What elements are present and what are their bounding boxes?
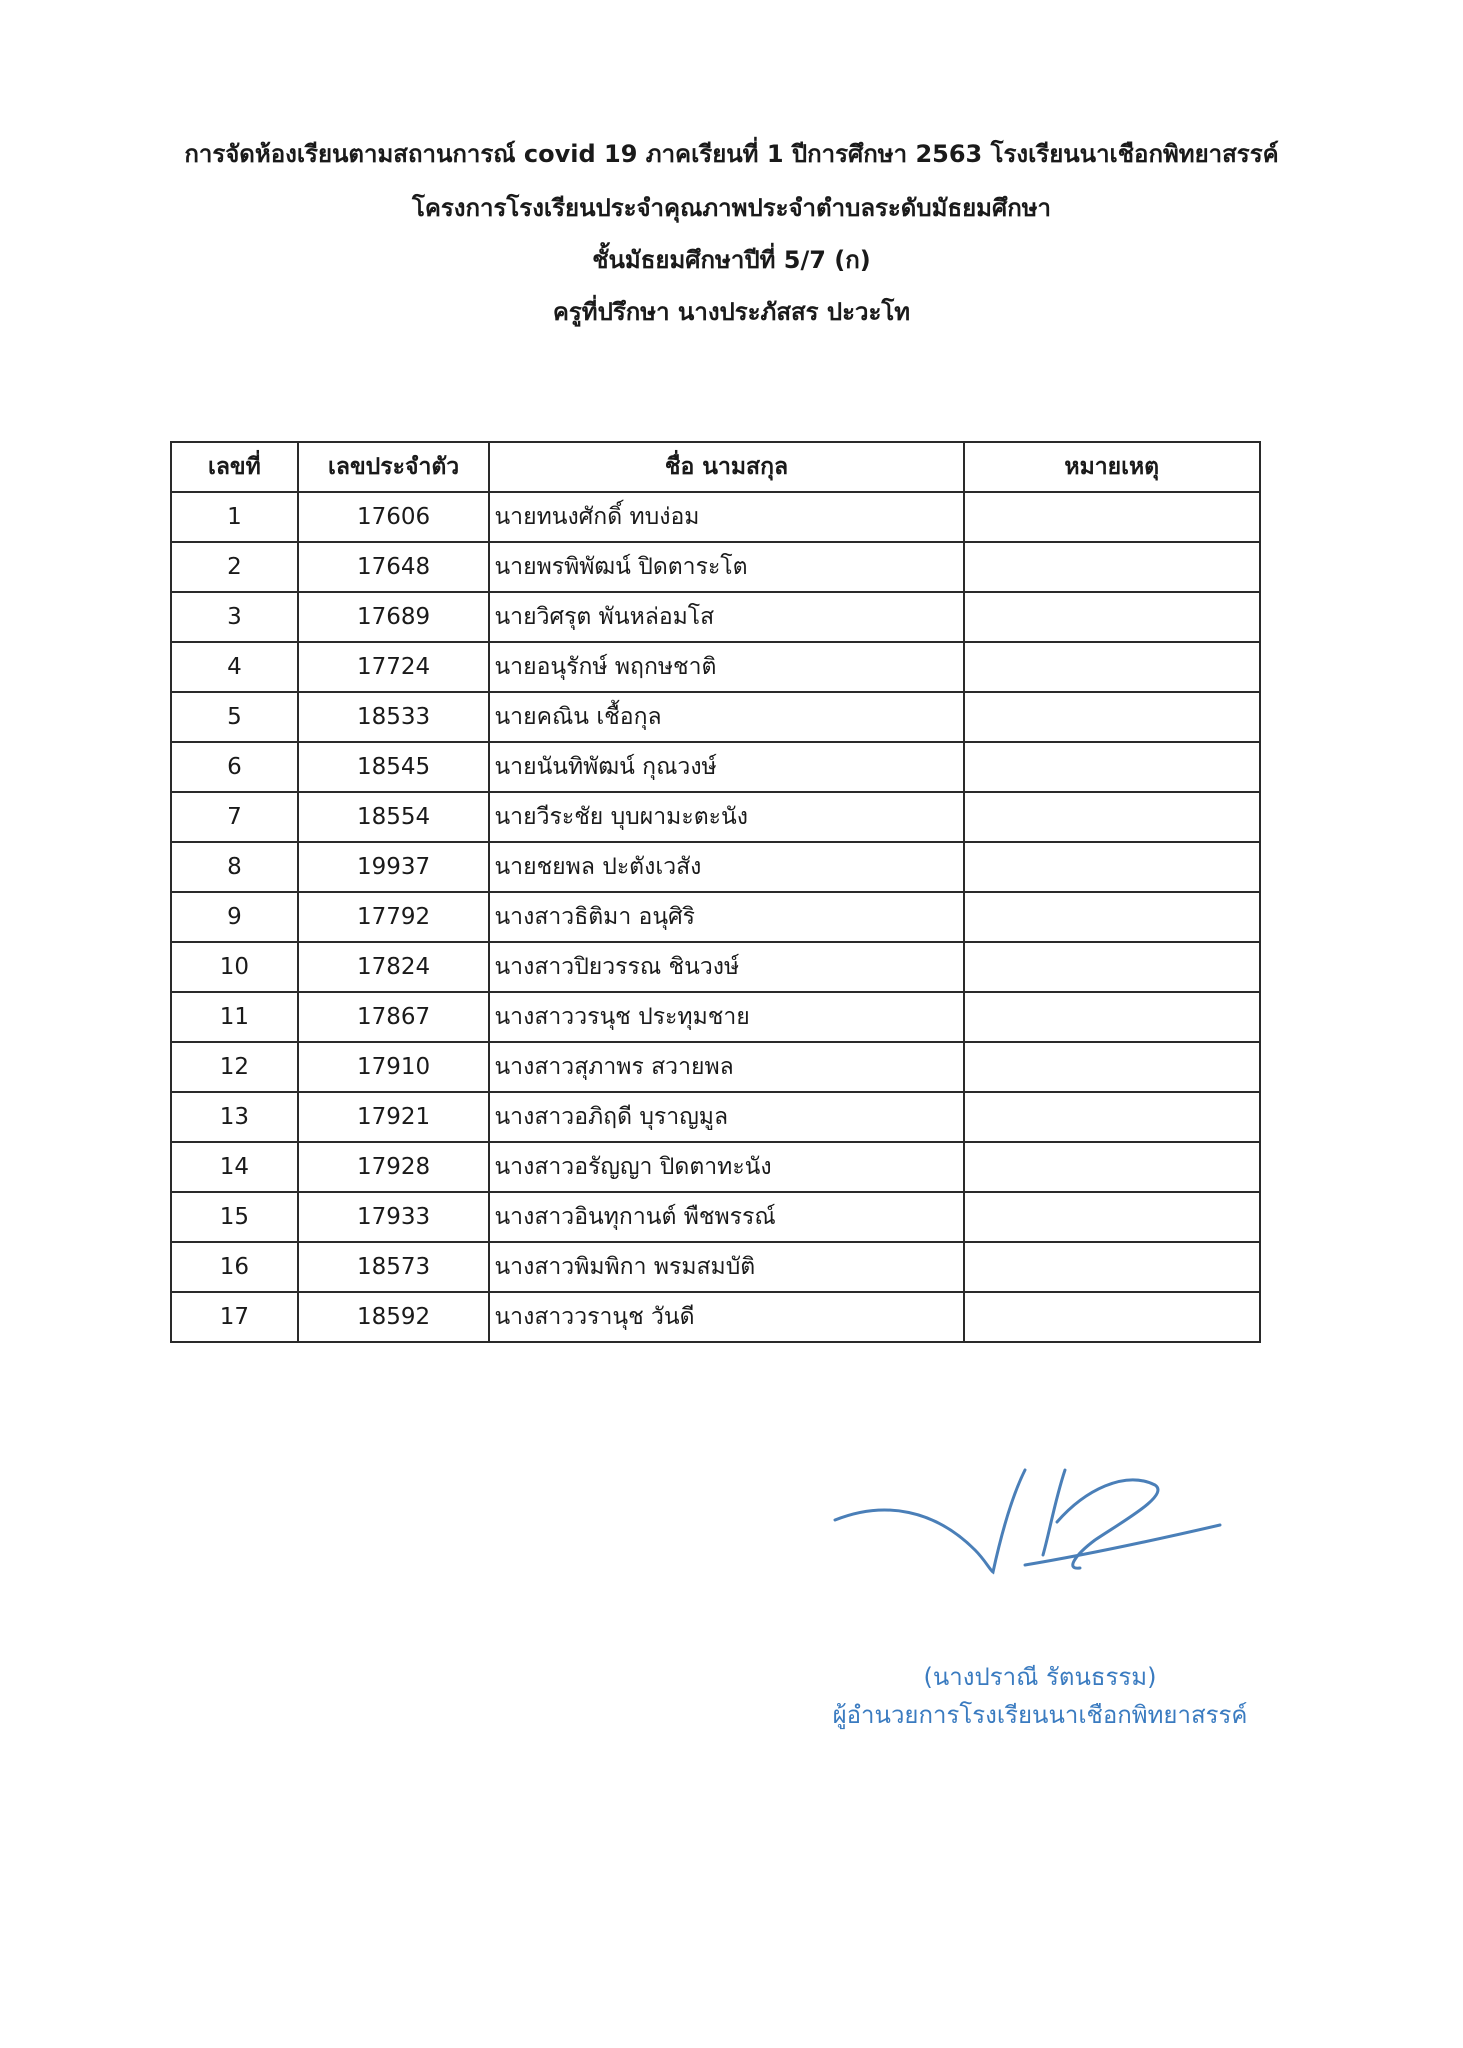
row-number: 15 — [171, 1192, 298, 1242]
student-name: นางสาวอภิฤดี บุราญมูล — [489, 1092, 963, 1142]
row-number: 7 — [171, 792, 298, 842]
student-id: 17933 — [298, 1192, 490, 1242]
note-cell — [964, 542, 1261, 592]
student-id: 17867 — [298, 992, 490, 1042]
table-row — [171, 1192, 1260, 1242]
student-name: นายพรพิพัฒน์ ปิดตาระโต — [489, 542, 963, 592]
table-row — [171, 692, 1260, 742]
column-header-number: เลขที่ — [171, 442, 298, 492]
table-row — [171, 592, 1260, 642]
table-row — [171, 892, 1260, 942]
note-cell — [964, 1242, 1261, 1292]
note-cell — [964, 792, 1261, 842]
row-number: 17 — [171, 1292, 298, 1342]
header-class: ชั้นมัธยมศึกษาปีที่ 5/7 (ก) — [592, 246, 871, 274]
student-name: นางสาวพิมพิกา พรมสมบัติ — [489, 1242, 963, 1292]
table-row — [171, 1042, 1260, 1092]
note-cell — [964, 842, 1261, 892]
student-id: 17792 — [298, 892, 490, 942]
student-name: นายทนงศักดิ์ ทบง่อม — [489, 492, 963, 542]
student-name: นางสาววรนุช ประทุมชาย — [489, 992, 963, 1042]
table-header-row — [171, 442, 1260, 492]
student-id: 18554 — [298, 792, 490, 842]
note-cell — [964, 942, 1261, 992]
student-id: 17921 — [298, 1092, 490, 1142]
student-name: นางสาวอินทุกานต์ พืชพรรณ์ — [489, 1192, 963, 1242]
row-number: 16 — [171, 1242, 298, 1292]
student-id: 19937 — [298, 842, 490, 892]
row-number: 8 — [171, 842, 298, 892]
table-row — [171, 992, 1260, 1042]
student-name: นายอนุรักษ์ พฤกษชาติ — [489, 642, 963, 692]
note-cell — [964, 892, 1261, 942]
table-row — [171, 1292, 1260, 1342]
signer-position: ผู้อำนวยการโรงเรียนนาเชือกพิทยาสรรค์ — [832, 1701, 1248, 1729]
row-number: 11 — [171, 992, 298, 1042]
student-name: นายนันทิพัฒน์ กุณวงษ์ — [489, 742, 963, 792]
header-title: การจัดห้องเรียนตามสถานการณ์ covid 19 ภาคเรียนที่ 1 ปีการศึกษา 2563 โรงเรียนนาเชือกพิทยาสรรค์ — [184, 140, 1279, 168]
student-name: นางสาวปิยวรรณ ชินวงษ์ — [489, 942, 963, 992]
student-name: นางสาวสุภาพร สวายพล — [489, 1042, 963, 1092]
note-cell — [964, 592, 1261, 642]
row-number: 4 — [171, 642, 298, 692]
note-cell — [964, 692, 1261, 742]
table-row — [171, 1142, 1260, 1192]
row-number: 12 — [171, 1042, 298, 1092]
column-header-name: ชื่อ นามสกุล — [489, 442, 963, 492]
column-header-student-id: เลขประจำตัว — [298, 442, 490, 492]
note-cell — [964, 492, 1261, 542]
note-cell — [964, 742, 1261, 792]
handwritten-signature — [825, 1460, 1245, 1590]
table-row — [171, 1092, 1260, 1142]
note-cell — [964, 1042, 1261, 1092]
table-row — [171, 542, 1260, 592]
student-name: นายคณิน เชื้อกุล — [489, 692, 963, 742]
student-id: 17689 — [298, 592, 490, 642]
column-header-note: หมายเหตุ — [964, 442, 1261, 492]
note-cell — [964, 1292, 1261, 1342]
row-number: 9 — [171, 892, 298, 942]
student-id: 18545 — [298, 742, 490, 792]
student-name: นายชยพล ปะตังเวสัง — [489, 842, 963, 892]
table-row — [171, 642, 1260, 692]
row-number: 14 — [171, 1142, 298, 1192]
student-name: นางสาวธิติมา อนุศิริ — [489, 892, 963, 942]
student-name: นางสาวอรัญญา ปิดตาทะนัง — [489, 1142, 963, 1192]
row-number: 3 — [171, 592, 298, 642]
student-name: นางสาววรานุช วันดี — [489, 1292, 963, 1342]
student-id: 17824 — [298, 942, 490, 992]
student-id: 17606 — [298, 492, 490, 542]
row-number: 6 — [171, 742, 298, 792]
student-name: นายวิศรุต พันหล่อมโส — [489, 592, 963, 642]
student-table — [170, 441, 1261, 1343]
student-id: 17910 — [298, 1042, 490, 1092]
table-row — [171, 842, 1260, 892]
student-id: 17648 — [298, 542, 490, 592]
table-row — [171, 1242, 1260, 1292]
note-cell — [964, 1092, 1261, 1142]
signer-name: (นางปราณี รัตนธรรม) — [923, 1663, 1157, 1691]
header-advisor: ครูที่ปรึกษา นางประภัสสร ปะวะโท — [552, 298, 911, 326]
table-row — [171, 492, 1260, 542]
table-row — [171, 942, 1260, 992]
row-number: 1 — [171, 492, 298, 542]
student-id: 18592 — [298, 1292, 490, 1342]
student-name: นายวีระชัย บุบผามะตะนัง — [489, 792, 963, 842]
row-number: 2 — [171, 542, 298, 592]
note-cell — [964, 992, 1261, 1042]
row-number: 5 — [171, 692, 298, 742]
table-row — [171, 792, 1260, 842]
row-number: 10 — [171, 942, 298, 992]
note-cell — [964, 642, 1261, 692]
header-project: โครงการโรงเรียนประจำคุณภาพประจำตำบลระดับมัธยมศึกษา — [411, 194, 1052, 222]
table-row — [171, 742, 1260, 792]
note-cell — [964, 1192, 1261, 1242]
student-id: 18573 — [298, 1242, 490, 1292]
student-id: 17724 — [298, 642, 490, 692]
student-id: 18533 — [298, 692, 490, 742]
student-id: 17928 — [298, 1142, 490, 1192]
note-cell — [964, 1142, 1261, 1192]
row-number: 13 — [171, 1092, 298, 1142]
